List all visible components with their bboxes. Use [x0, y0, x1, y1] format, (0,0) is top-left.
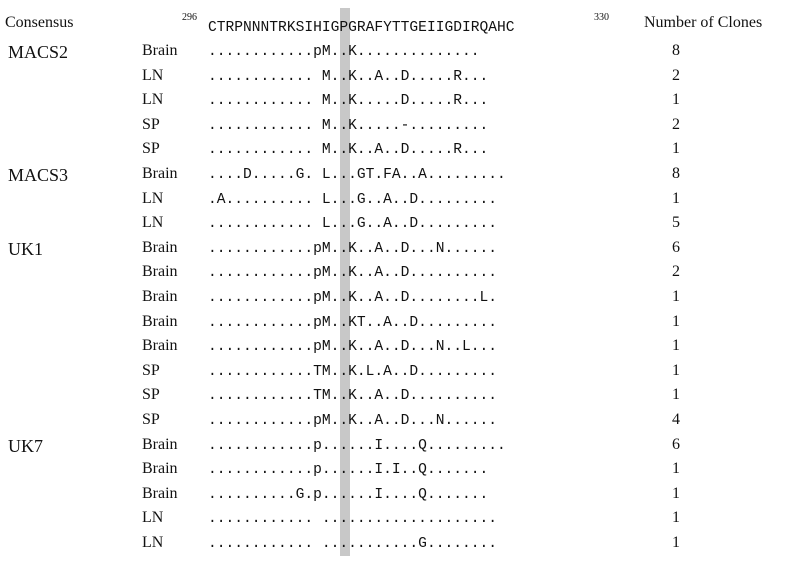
clone-sequence: ............ ...........G........	[208, 536, 498, 552]
group-label: UK7	[8, 436, 43, 456]
clone-sequence: ............pM..K..A..D...N..L...	[208, 339, 498, 355]
clone-sequence: ............ M..K.....D.....R...	[208, 93, 489, 109]
clone-sequence: ............ M..K.....-.........	[208, 118, 489, 134]
clones-column-header: Number of Clones	[644, 14, 763, 31]
clone-sequence: ............pM..K..A..D...N......	[208, 413, 498, 429]
tissue-label: LN	[142, 214, 164, 231]
tissue-label: SP	[142, 411, 160, 428]
group-label: MACS2	[8, 42, 69, 62]
tissue-label: Brain	[142, 436, 178, 453]
clone-sequence: ............ M..K..A..D.....R...	[208, 69, 489, 85]
tissue-label: Brain	[142, 313, 178, 330]
clone-count: 2	[672, 263, 680, 280]
clone-count: 1	[672, 337, 680, 354]
consensus-sequence: CTRPNNNTRKSIHIGPGRAFYTTGEIIGDIRQAHC	[208, 20, 515, 36]
group-label: UK1	[8, 239, 43, 259]
clone-sequence: ............ ....................	[208, 511, 498, 527]
tissue-label: Brain	[142, 239, 178, 256]
tissue-label: Brain	[142, 165, 178, 182]
clone-sequence: ............pM..K..A..D...N......	[208, 241, 498, 257]
clone-sequence: ..........G.p......I....Q.......	[208, 487, 489, 503]
clone-count: 6	[672, 436, 680, 453]
tissue-label: SP	[142, 386, 160, 403]
clone-sequence: ............pM..K..A..D..........	[208, 265, 498, 281]
clone-sequence: ............p......I.I..Q.......	[208, 462, 489, 478]
clone-count: 1	[672, 362, 680, 379]
tissue-label: Brain	[142, 42, 178, 59]
end-position: 330	[594, 12, 609, 23]
tissue-label: SP	[142, 140, 160, 157]
clone-count: 1	[672, 313, 680, 330]
clone-count: 1	[672, 509, 680, 526]
clone-sequence: ............pM..K..............	[208, 44, 480, 60]
tissue-label: SP	[142, 116, 160, 133]
clone-count: 2	[672, 67, 680, 84]
tissue-label: Brain	[142, 337, 178, 354]
clone-sequence: .A.......... L...G..A..D.........	[208, 192, 498, 208]
clone-count: 1	[672, 140, 680, 157]
tissue-label: Brain	[142, 485, 178, 502]
tissue-label: LN	[142, 67, 164, 84]
tissue-label: LN	[142, 509, 164, 526]
clone-count: 5	[672, 214, 680, 231]
clone-count: 1	[672, 386, 680, 403]
clone-sequence: ....D.....G. L...GT.FA..A.........	[208, 167, 506, 183]
clone-count: 1	[672, 460, 680, 477]
tissue-label: LN	[142, 534, 164, 551]
tissue-label: LN	[142, 91, 164, 108]
clone-count: 1	[672, 190, 680, 207]
clone-count: 8	[672, 165, 680, 182]
group-label: MACS3	[8, 165, 69, 185]
clone-sequence: ............p......I....Q.........	[208, 438, 506, 454]
consensus-label: Consensus	[5, 14, 74, 31]
start-position: 296	[182, 12, 197, 23]
clone-sequence: ............TM..K..A..D..........	[208, 388, 498, 404]
tissue-label: Brain	[142, 263, 178, 280]
tissue-label: LN	[142, 190, 164, 207]
clone-count: 4	[672, 411, 680, 428]
tissue-label: Brain	[142, 460, 178, 477]
clone-count: 8	[672, 42, 680, 59]
clone-count: 1	[672, 288, 680, 305]
clone-sequence: ............TM..K.L.A..D.........	[208, 364, 498, 380]
clone-count: 1	[672, 485, 680, 502]
clone-sequence: ............ M..K..A..D.....R...	[208, 142, 489, 158]
clone-sequence: ............ L...G..A..D.........	[208, 216, 498, 232]
clone-sequence: ............pM..K..A..D........L.	[208, 290, 498, 306]
clone-count: 1	[672, 91, 680, 108]
clone-count: 6	[672, 239, 680, 256]
clone-sequence: ............pM..KT..A..D.........	[208, 315, 498, 331]
tissue-label: SP	[142, 362, 160, 379]
tissue-label: Brain	[142, 288, 178, 305]
clone-count: 2	[672, 116, 680, 133]
clone-count: 1	[672, 534, 680, 551]
